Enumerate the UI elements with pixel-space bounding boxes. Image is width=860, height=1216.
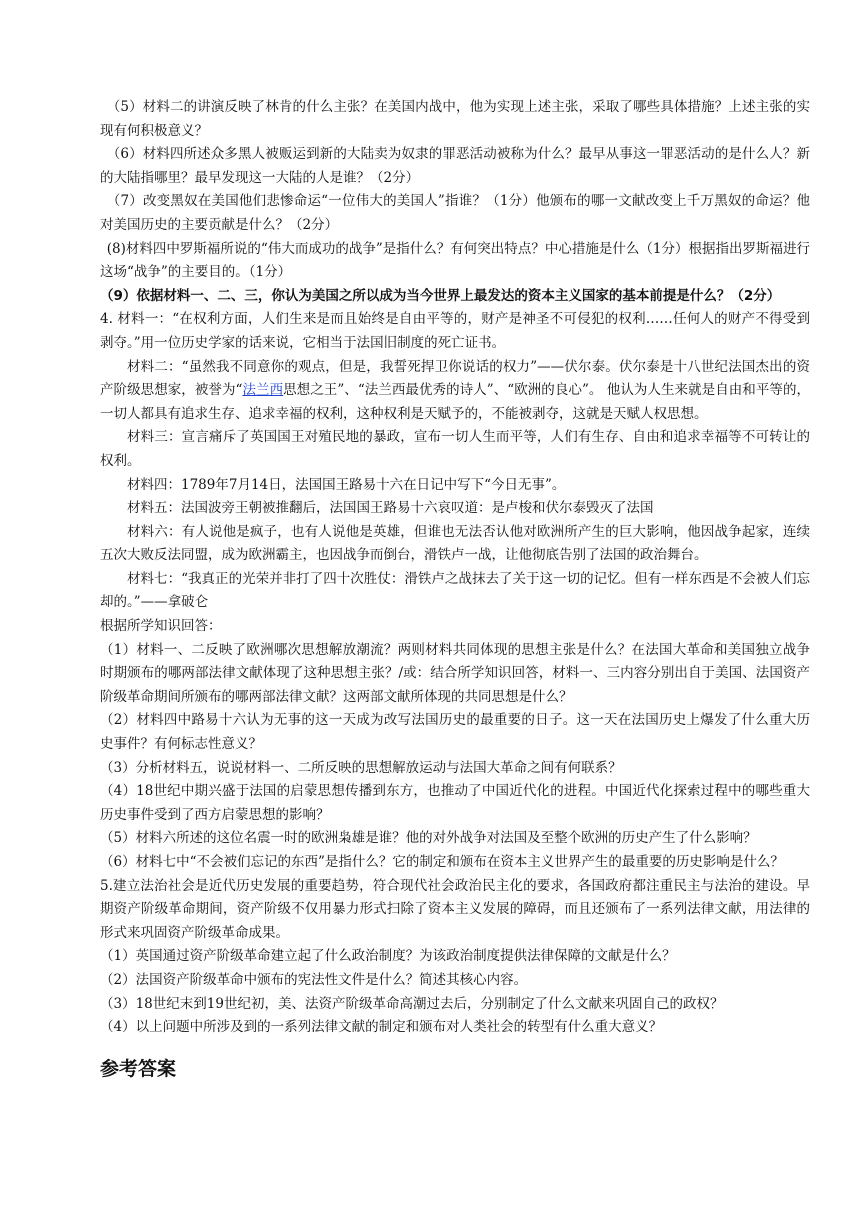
q5-question-2: （2）法国资产阶级革命中颁布的宪法性文件是什么？简述其核心内容。 [100, 971, 528, 988]
q5-question-4: （4）以上问题中所涉及到的一系列法律文献的制定和颁布对人类社会的转型有什么重大意义？ [100, 1019, 663, 1036]
q4-question-4: （4）18世纪中期兴盛于法国的启蒙思想传播到东方，也推动了中国近代化的进程。中国近代化探索过程中的哪些重大历史事件受到了西方启蒙思想的影响？ [100, 783, 810, 823]
q4-material-2 [100, 356, 810, 427]
q5-question-1: （1）英国通过资产阶级革命建立起了什么政治制度？为该政治制度提供法律保障的文献是什么？ [100, 948, 676, 965]
q4-material-5: 材料五：法国波旁王朝被推翻后，法国国王路易十六哀叹道：是卢梭和伏尔泰毁灭了法国 [127, 500, 654, 517]
q4-material-2-text-b: 思想之王”、“法兰西最优秀的诗人”、“欧洲的良心”。 他认为人生来就是自由和平等的，一切人都具有追求生存、追求幸福的权利，这种权利是天赋予的，不能被剥夺，这就是天赋人权思想。 [100, 382, 810, 422]
q3-item-6: （6）材料四所述众多黑人被贩运到新的大陆卖为奴隶的罪恶活动被称为什么？最早从事这一罪恶活动的是什么人？新的大陆指哪里？最早发现这一大陆的人是谁？（2分） [100, 146, 810, 186]
q4-material-4: 材料四：1789年7月14日，法国国王路易十六在日记中写下“今日无事”。 [127, 476, 566, 493]
q4-intro: 根据所学知识回答： [100, 618, 222, 635]
q4-question-1: （1）材料一、二反映了欧洲哪次思想解放潮流？两则材料共同体现的思想主张是什么？在法国大革命和美国独立战争时期颁布的哪两部法律文献体现了这种思想主张？/或：结合所学知识回答，材料一、三内容分别出自于美国、法国资产阶级革命期间所颁布的哪两部法律文献？这两部文献所体现的共同思想是什么？ [100, 641, 810, 705]
document-page [100, 96, 810, 1084]
q4-material-6: 材料六：有人说他是疯子，也有人说他是英雄，但谁也无法否认他对欧洲所产生的巨大影响，他因战争起家，连续五次大败反法同盟，成为欧洲霸主，也因战争而倒台，滑铁卢一战，让他彻底告别了法国的政治舞台。 [100, 523, 810, 564]
q3-item-7: （7）改变黑奴在美国他们悲惨命运“一位伟大的美国人”指谁？（1分）他颁布的哪一文献改变上千万黑奴的命运？他对美国历史的主要贡献是什么？（2分） [100, 193, 810, 233]
q4-question-3: （3）分析材料五，说说材料一、二所反映的思想解放运动与法国大革命之间有何联系？ [100, 759, 622, 776]
q4-material-3: 材料三：宣言痛斥了英国国王对殖民地的暴政，宣布一切人生而平等，人们有生存、自由和追求幸福等不可转让的权利。 [100, 429, 810, 469]
q4-material-7: 材料七：“我真正的光荣并非打了四十次胜仗：滑铁卢之战抹去了关于这一切的记忆。但有一样东西是不会被人们忘却的。”——拿破仑 [100, 570, 810, 611]
q4-question-2: （2）材料四中路易十六认为无事的这一天成为改写法国历史的最重要的日子。这一天在法国历史上爆发了什么重大历史事件？有何标志性意义？ [100, 712, 810, 753]
q4-material-2-text-a: 材料二：“虽然我不同意你的观点，但是，我誓死捍卫你说话的权力”——伏尔泰。伏尔泰是十八世纪法国杰出的资产阶级思想家，被誉为“ [100, 358, 810, 399]
france-link[interactable]: 法兰西 [242, 382, 284, 399]
answer-heading: 参考答案 [100, 1057, 177, 1080]
q5-question-3: （3）18世纪末到19世纪初，美、法资产阶级革命高潮过去后，分别制定了什么文献来巩固自己的政权？ [100, 995, 724, 1012]
q3-item-5: （5）材料二的讲演反映了林肯的什么主张？在美国内战中，他为实现上述主张，采取了哪些具体措施？上述主张的实现有何积极意义？ [100, 99, 810, 139]
q4-material-1: 4. 材料一：“在权利方面，人们生来是而且始终是自由平等的，财产是神圣不可侵犯的权利……任何人的财产不得受到剥夺。”用一位历史学家的话来说，它相当于法国旧制度的死亡证书。 [100, 311, 810, 351]
q5-intro: 5.建立法治社会是近代历史发展的重要趋势，符合现代社会政治民主化的要求，各国政府都注重民主与法治的建设。早期资产阶级革命期间，资产阶级不仅用暴力形式扫除了资本主义发展的障碍，而且还颁布了一系列法律文献，用法律的形式来巩固资产阶级革命成果。 [100, 877, 810, 941]
q4-question-5: （5）材料六所述的这位名震一时的欧洲枭雄是谁？他的对外战争对法国及至整个欧洲的历史产生了什么影响？ [100, 830, 757, 847]
q3-item-9: （9）依据材料一、二、三，你认为美国之所以成为当今世界上最发达的资本主义国家的基本前提是什么？（2分） [100, 287, 781, 304]
q4-question-6: （6）材料七中“不会被们忘记的东西”是指什么？它的制定和颁布在资本主义世界产生的最重要的历史影响是什么？ [100, 854, 784, 870]
q3-item-8: (8)材料四中罗斯福所说的“伟大而成功的战争”是指什么？有何突出特点？中心措施是什么（1分）根据指出罗斯福进行这场“战争”的主要目的。（1分） [100, 240, 810, 281]
